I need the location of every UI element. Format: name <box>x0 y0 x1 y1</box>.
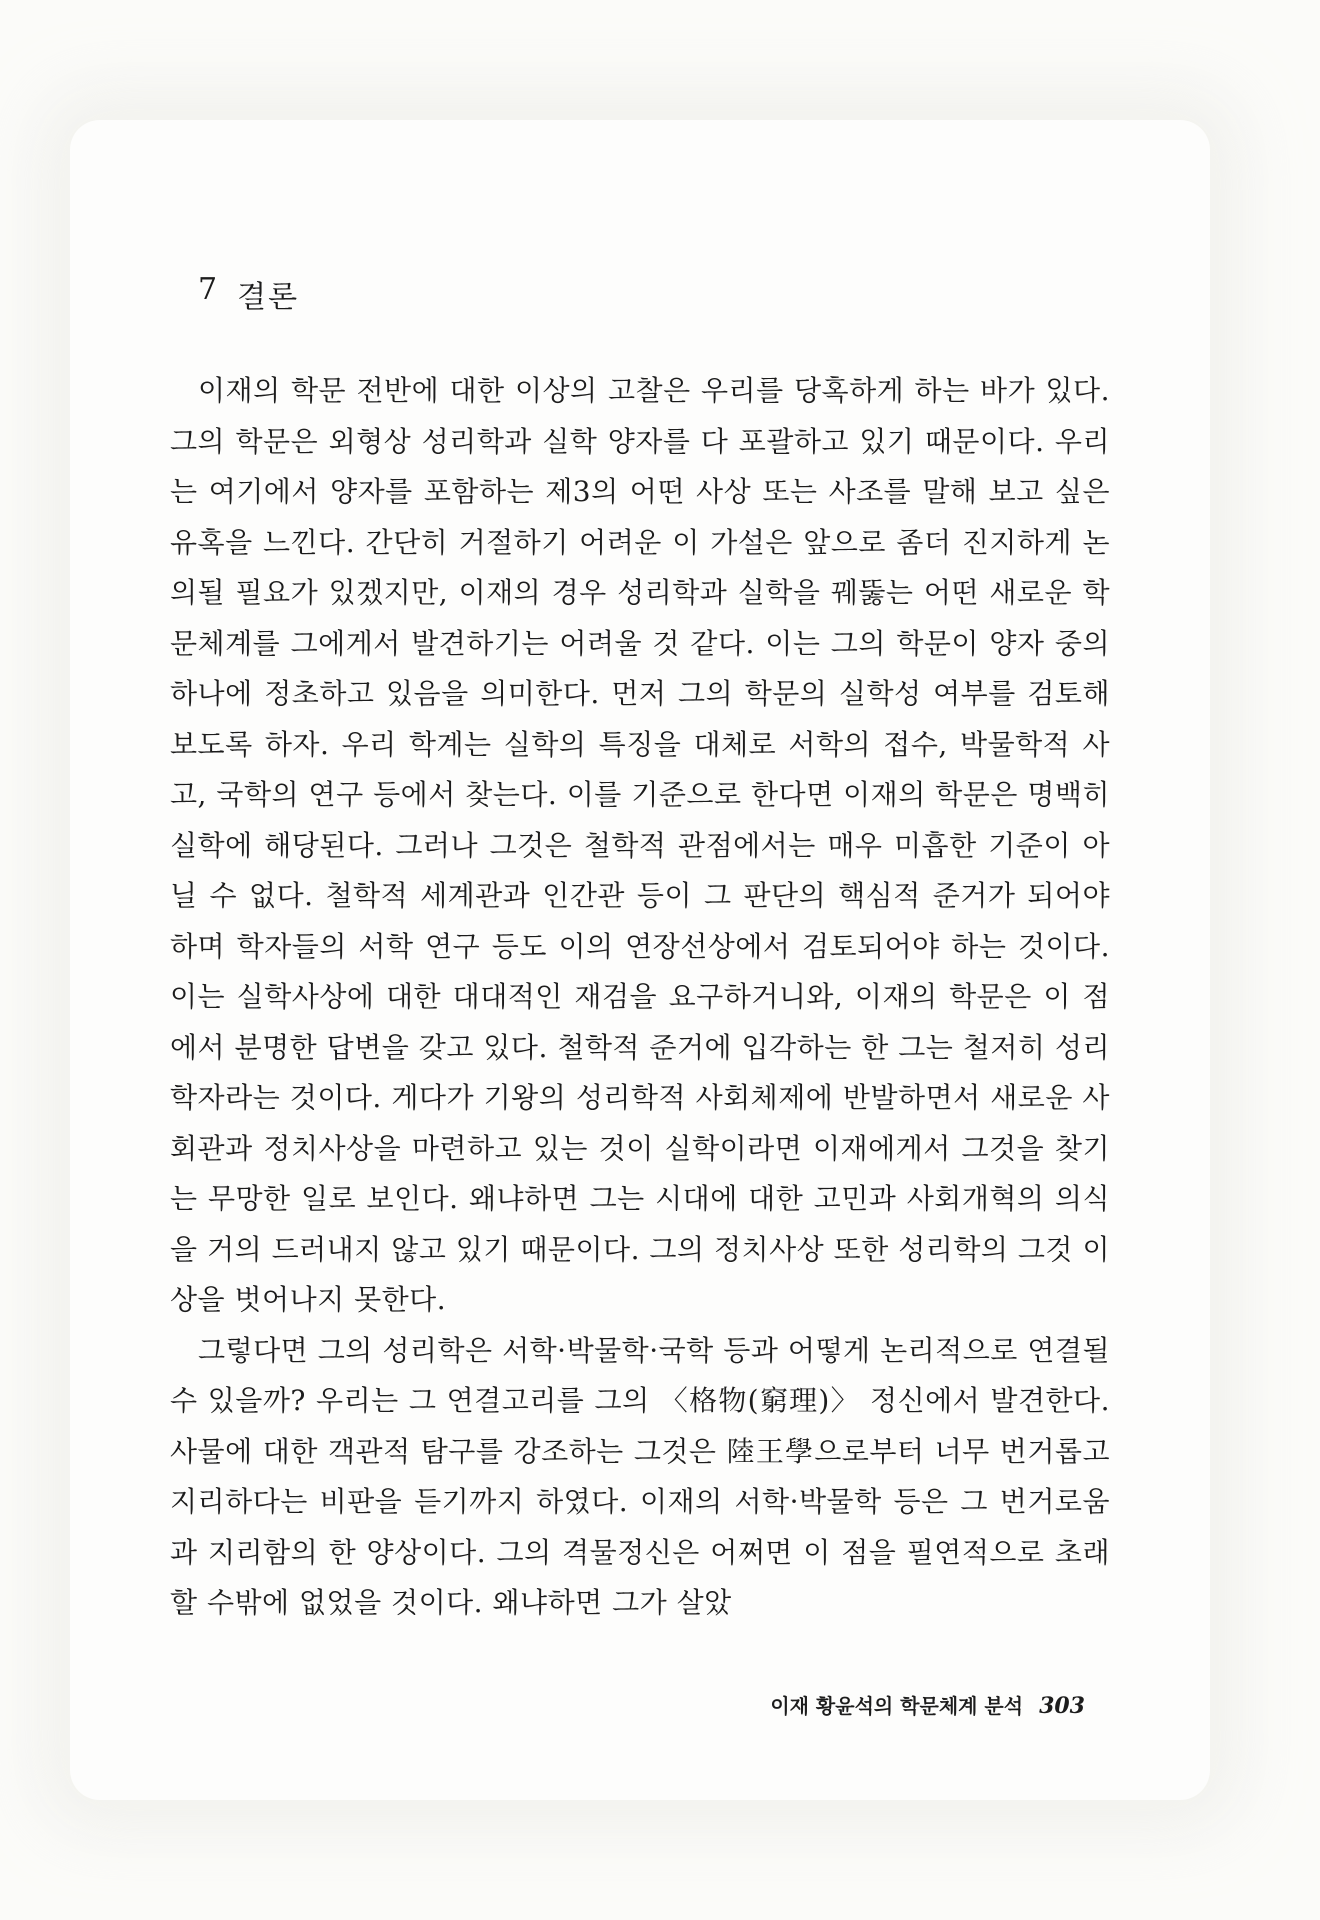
body-text <box>170 366 1110 1629</box>
section-heading <box>198 272 299 316</box>
section-title: 결론 <box>237 280 300 315</box>
paragraph: 이재의 학문 전반에 대한 이상의 고찰은 우리를 당혹하게 하는 바가 있다. 그의 학문은 외형상 성리학과 실학 양자를 다 포괄하고 있기 때문이다. 우리는 여기에서 양자를 포함하는 제3의 어떤 사상 또는 사조를 말해 보고 싶은 유혹을 느낀다. 간단히 거절하기 어려운 이 가설은 앞으로 좀더 진지하게 논의될 필요가 있겠지만, 이재의 경우 성리학과 실학을 꿰뚫는 어떤 새로운 학문체계를 그에게서 발견하기는 어려울 것 같다. 이는 그의 학문이 양자 중의 하나에 정초하고 있음을 의미한다. 먼저 그의 학문의 실학성 여부를 검토해 보도록 하자. 우리 학계는 실학의 특징을 대체로 서학의 접수, 박물학적 사고, 국학의 연구 등에서 찾는다. 이를 기준으로 한다면 이재의 학문은 명백히 실학에 해당된다. 그러나 그것은 철학적 관점에서는 매우 미흡한 기준이 아닐 수 없다. 철학적 세계관과 인간관 등이 그 판단의 핵심적 준거가 되어야 하며 학자들의 서학 연구 등도 이의 연장선상에서 검토되어야 하는 것이다. 이는 실학사상에 대한 대대적인 재검을 요구하거니와, 이재의 학문은 이 점에서 분명한 답변을 갖고 있다. 철학적 준거에 입각하는 한 그는 철저히 성리학자라는 것이다. 게다가 기왕의 성리학적 사회체제에 반발하면서 새로운 사회관과 정치사상을 마련하고 있는 것이 실학이라면 이재에게서 그것을 찾기는 무망한 일로 보인다. 왜냐하면 그는 시대에 대한 고민과 사회개혁의 의식을 거의 드러내지 않고 있기 때문이다. 그의 정치사상 또한 성리학의 그것 이상을 벗어나지 못한다. <box>170 374 1110 1316</box>
running-footer <box>660 1690 1085 1719</box>
paragraph: 그렇다면 그의 성리학은 서학·박물학·국학 등과 어떻게 논리적으로 연결될 수 있을까? 우리는 그 연결고리를 그의 〈格物(窮理)〉 정신에서 발견한다. 사물에 대한 객관적 탐구를 강조하는 그것은 陸王學으로부터 너무 번거롭고 지리하다는 비판을 듣기까지 하였다. 이재의 서학·박물학 등은 그 번거로움과 지리함의 한 양상이다. 그의 격물정신은 어쩌면 이 점을 필연적으로 초래할 수밖에 없었을 것이다. 왜냐하면 그가 살았 <box>170 1333 1111 1619</box>
section-number: 7 <box>198 272 220 307</box>
running-title: 이재 황윤석의 학문체계 분석 <box>770 1694 1024 1718</box>
page-number: 303 <box>1039 1693 1085 1719</box>
